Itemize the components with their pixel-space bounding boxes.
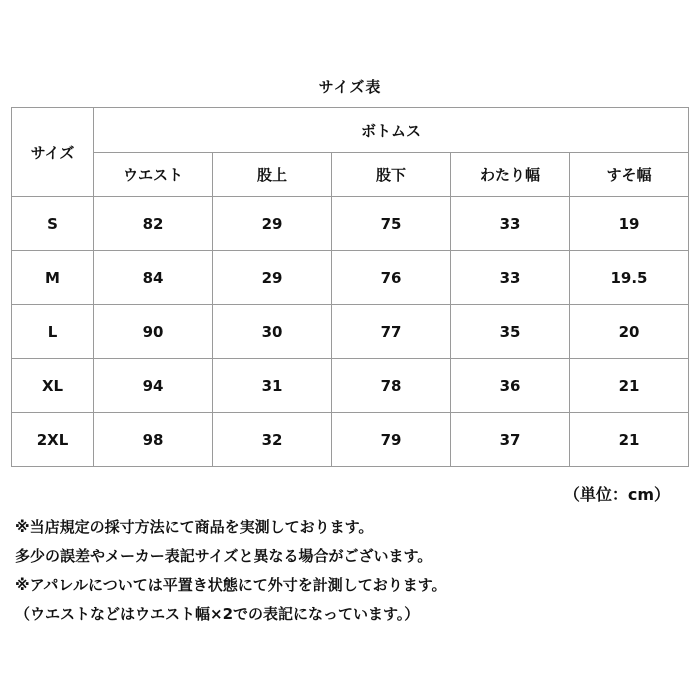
table-cell: 33 [451,197,570,251]
column-header-rise: 股上 [213,153,332,197]
table-cell: 79 [332,413,451,467]
table-cell: 94 [94,359,213,413]
table-cell: 20 [570,305,689,359]
table-cell: 21 [570,359,689,413]
note-line: ※アパレルについては平置き状態にて外寸を計測しております。 [15,576,447,594]
table-cell: 29 [213,197,332,251]
size-label: L [12,305,94,359]
table-row [12,413,689,467]
table-subheader-row [12,153,689,197]
notes-block [15,513,695,629]
table-header-row [12,108,689,153]
table-cell: 31 [213,359,332,413]
table-cell: 90 [94,305,213,359]
size-table [11,107,689,467]
note-line: ※当店規定の採寸方法にて商品を実測しております。 [15,518,374,536]
table-cell: 76 [332,251,451,305]
note-line: 多少の誤差やメーカー表記サイズと異なる場合がございます。 [15,547,433,565]
table-cell: 37 [451,413,570,467]
group-header: ボトムス [94,108,689,153]
table-row [12,359,689,413]
table-cell: 77 [332,305,451,359]
size-column-header: サイズ [12,108,94,197]
table-cell: 21 [570,413,689,467]
size-label: 2XL [12,413,94,467]
table-cell: 84 [94,251,213,305]
unit-label: （単位：cm） [563,485,670,504]
table-cell: 32 [213,413,332,467]
column-header-inseam: 股下 [332,153,451,197]
table-cell: 19 [570,197,689,251]
page-title: サイズ表 [318,78,382,96]
note-line: （ウエストなどはウエスト幅×2での表記になっています。） [15,605,420,623]
table-cell: 78 [332,359,451,413]
table-cell: 75 [332,197,451,251]
table-row [12,197,689,251]
table-cell: 35 [451,305,570,359]
size-label: XL [12,359,94,413]
column-header-hem: すそ幅 [570,153,689,197]
table-cell: 36 [451,359,570,413]
table-row [12,251,689,305]
size-label: S [12,197,94,251]
table-cell: 98 [94,413,213,467]
table-cell: 33 [451,251,570,305]
size-label: M [12,251,94,305]
column-header-waist: ウエスト [94,153,213,197]
table-cell: 19.5 [570,251,689,305]
table-cell: 29 [213,251,332,305]
table-row [12,305,689,359]
column-header-thigh: わたり幅 [451,153,570,197]
table-cell: 30 [213,305,332,359]
table-cell: 82 [94,197,213,251]
